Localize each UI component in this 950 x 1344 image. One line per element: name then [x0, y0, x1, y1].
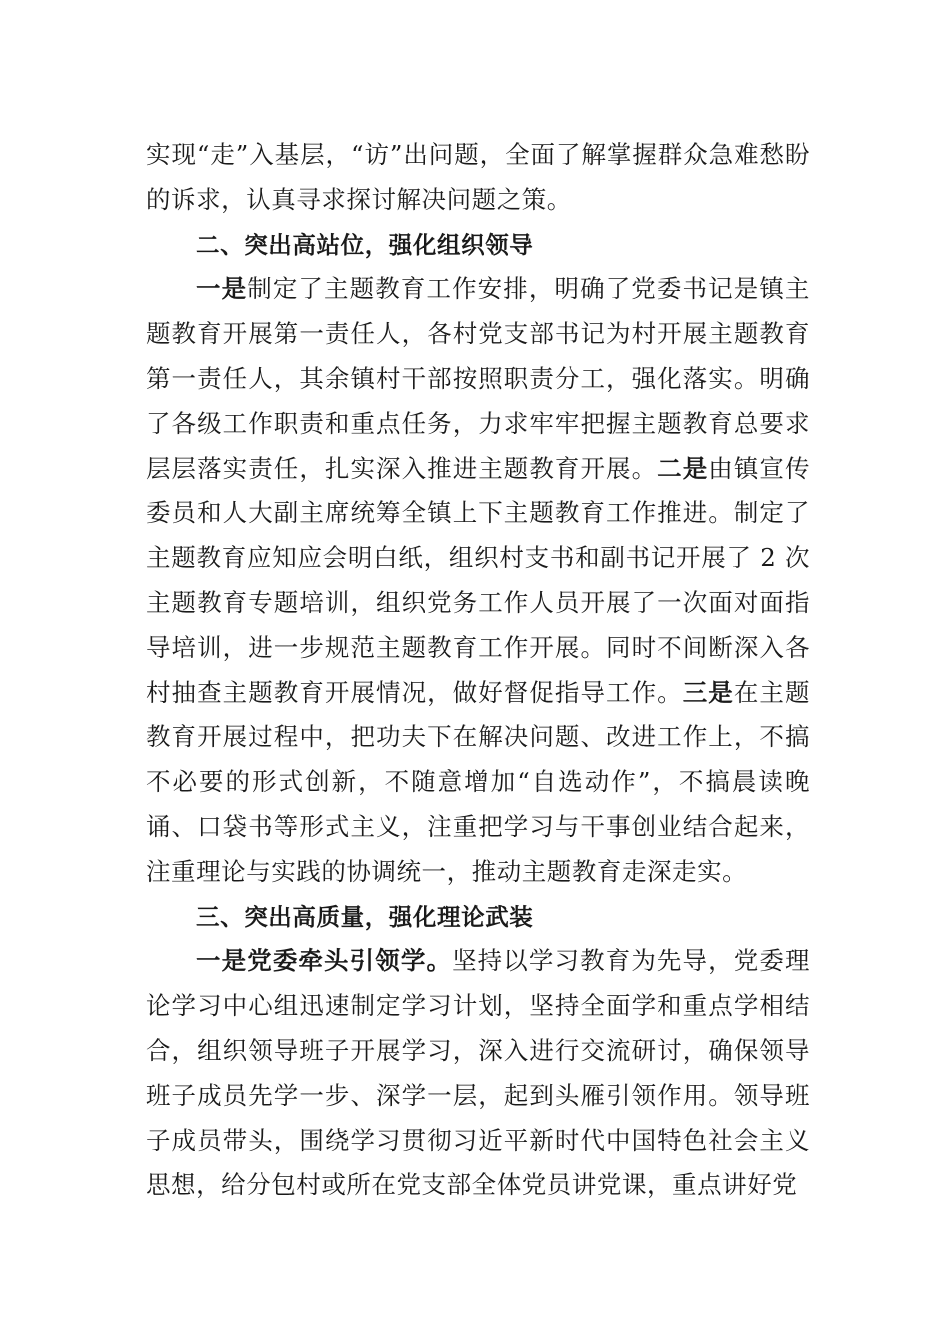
paragraph-text: 制定了主题教育工作安排，明确了党委书记是镇主题教育开展第一责任人，各村党支部书记为村开展主题教育第一责任人，其余镇村干部按照职责分工，强化落实。明确了各级工作职责和重点任务，力求牢牢把握主题教育总要求层层落实责任，扎实深入推进主题教育开展。 [146, 274, 810, 483]
document-body [146, 133, 810, 1208]
paragraph-intro: 实现“走”入基层，“访”出问题，全面了解掌握群众急难愁盼的诉求，认真寻求探讨解决问题之策。 [146, 140, 810, 214]
paragraph-text: 在主题教育开展过程中，把功夫下在解决问题、改进工作上，不搞不必要的形式创新，不随意增加“自选动作”，不搞晨读晚诵、口袋书等形式主义，注重把学习与干事创业结合起来，注重理论与实践的协调统一，推动主题教育走深走实。 [146, 677, 810, 886]
paragraph-section-3 [146, 939, 810, 1208]
section-heading-3: 三、突出高质量，强化理论武装 [196, 902, 534, 931]
lead-phrase-third: 三是 [682, 677, 734, 707]
paragraph-text: 由镇宣传委员和人大副主席统筹全镇上下主题教育工作推进。制定了主题教育应知应会明白纸，组织村支书和副书记开展了 2 次主题教育专题培训，组织党务工作人员开展了一次面对面指导培训，进一步规范主题教育工作开展。同时不间断深入各村抽查主题教育开展情况，做好督促指导工作。 [146, 453, 811, 707]
paragraph-section-2 [146, 267, 810, 894]
lead-phrase-first: 一是党委牵头引领学。 [196, 946, 453, 976]
section-heading-2: 二、突出高站位，强化组织领导 [196, 230, 534, 259]
paragraph-text: 坚持以学习教育为先导，党委理论学习中心组迅速制定学习计划，坚持全面学和重点学相结合，组织领导班子开展学习，深入进行交流研讨，确保领导班子成员先学一步、深学一层，起到头雁引领作用。领导班子成员带头，围绕学习贯彻习近平新时代中国特色社会主义思想，给分包村或所在党支部全体党员讲党课，重点讲好党 [146, 946, 811, 1200]
lead-phrase-second: 二是 [657, 453, 709, 483]
lead-phrase-first: 一是 [196, 274, 248, 304]
